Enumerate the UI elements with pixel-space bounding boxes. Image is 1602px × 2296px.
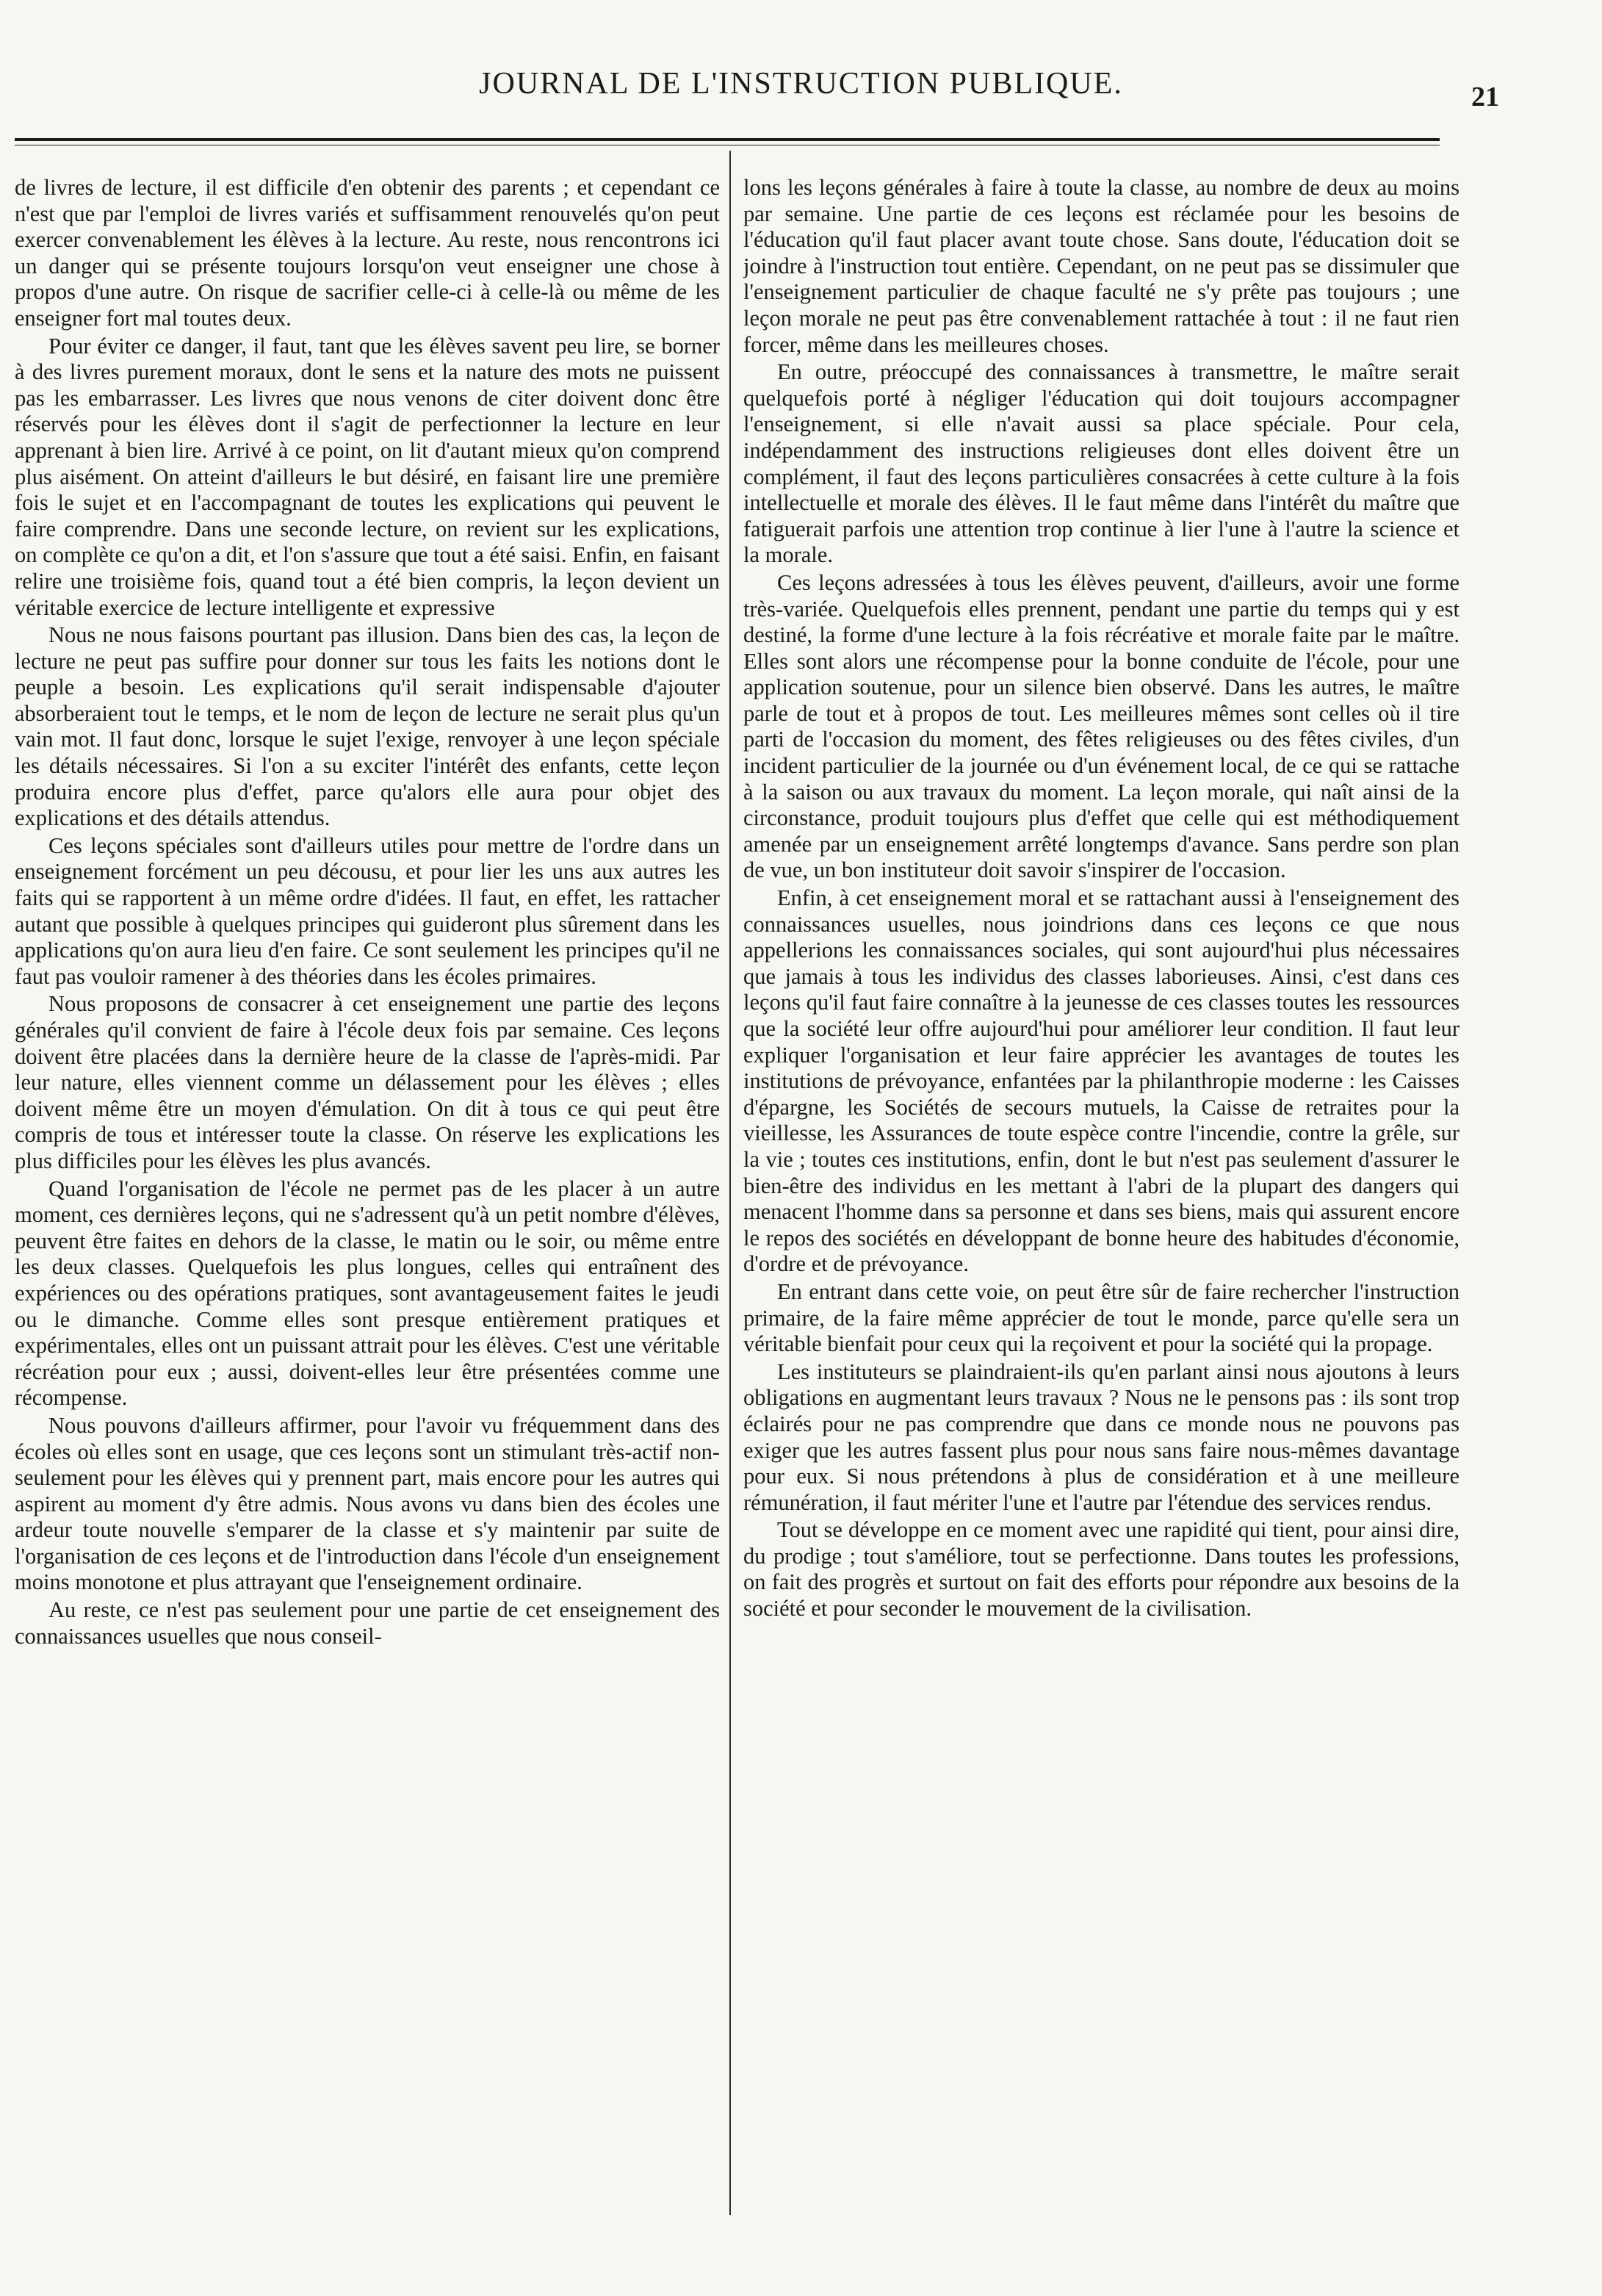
paragraph: lons les leçons générales à faire à toute la classe, au nombre de deux au moins par semaine. Une partie de ces leçons est réclamée pour les besoins de l'éducation qu'il faut placer avant toute chose. Sans doute, l'éducation doit se joindre à l'instruction tout entière. Cependant, on ne peut pas se dissimuler que l'enseignement particulier de chaque faculté ne s'y prête pas toujours ; une leçon morale ne peut pas être convenablement rattachée à tout : il ne faut rien forcer, même dans les meilleures choses. [743, 175, 1460, 357]
paragraph: En entrant dans cette voie, on peut être sûr de faire rechercher l'instruction primaire, de la faire même apprécier de tout le monde, parce qu'elle sera un véritable bienfait pour ceux qui la reçoivent et pour la société qui la propage. [743, 1278, 1460, 1357]
header-rule-thick [15, 138, 1440, 141]
right-column [743, 175, 1460, 2232]
paragraph: de livres de lecture, il est difficile d'en obtenir des parents ; et cependant ce n'est que par l'emploi de livres variés et suffisamment renouvelés qu'on peut exercer convenablement les élèves à la lecture. Au reste, nous rencontrons ici un danger qui se présente toujours lorsqu'on veut enseigner une chose à propos d'une autre. On risque de sacrifier celle-ci à celle-là ou même de les enseigner fort mal toutes deux. [15, 175, 720, 331]
journal-title: JOURNAL DE L'INSTRUCTION PUBLIQUE. [479, 67, 1123, 101]
paragraph: Nous proposons de consacrer à cet enseignement une partie des leçons générales qu'il convient de faire à l'école deux fois par semaine. Ces leçons doivent être placées dans la dernière heure de la classe de l'après-midi. Par leur nature, elles viennent comme un délassement pour les élèves ; elles doivent même être un moyen d'émulation. On dit à tous ce qui peut être compris de tous et intéresser toute la classe. On réserve les explications les plus difficiles pour les élèves les plus avancés. [15, 991, 720, 1173]
paragraph: Tout se développe en ce moment avec une rapidité qui tient, pour ainsi dire, du prodige ; tout s'améliore, tout se perfectionne. Dans toutes les professions, on fait des progrès et surtout on fait des efforts pour répondre aux besoins de la société et pour seconder le mouvement de la civilisation. [743, 1517, 1460, 1622]
paragraph: Quand l'organisation de l'école ne permet pas de les placer à un autre moment, ces dernières leçons, qui ne s'adressent qu'à un petit nombre d'élèves, peuvent être faites en dehors de la classe, le matin ou le soir, ou même entre les deux classes. Quelquefois les plus longues, celles qui entraînent des expériences ou des opérations pratiques, sont avantageusement faites le jeudi ou le dimanche. Comme elles sont presque entièrement pratiques et expérimentales, elles ont un puissant attrait pour les élèves. C'est une véritable récréation pour eux ; aussi, doivent-elles leur être présentées comme une récompense. [15, 1176, 720, 1411]
paragraph: Nous pouvons d'ailleurs affirmer, pour l'avoir vu fréquemment dans des écoles où elles sont en usage, que ces leçons sont un stimulant très-actif non-seulement pour les élèves qui y prennent part, mais encore pour les autres qui aspirent au moment d'y être admis. Nous avons vu dans bien des écoles une ardeur toute nouvelle s'emparer de la classe et s'y maintenir par suite de l'organisation de ces leçons et de l'introduction dans l'école d'un enseignement moins monotone et plus attrayant que l'enseignement ordinaire. [15, 1412, 720, 1595]
left-column [15, 175, 720, 2232]
page-header [0, 66, 1602, 110]
paragraph: Pour éviter ce danger, il faut, tant que les élèves savent peu lire, se borner à des livres purement moraux, dont le sens et la nature des mots ne puissent pas les embarrasser. Les livres que nous venons de citer doivent donc être réservés pour les élèves dont il s'agit de perfectionner la lecture en leur apprenant à bien lire. Arrivé à ce point, on lit d'autant mieux qu'on comprend plus aisément. On atteint d'ailleurs le but désiré, en faisant lire une première fois le sujet et en l'accompagnant de toutes les explications qui peuvent le faire comprendre. Dans une seconde lecture, on revient sur les explications, on complète ce qu'on a dit, et l'on s'assure que tout a été saisi. Enfin, en faisant relire une troisième fois, quand tout a été bien compris, la leçon devient un véritable exercice de lecture intelligente et expressive [15, 333, 720, 620]
page-number: 21 [1471, 82, 1499, 112]
paragraph: Enfin, à cet enseignement moral et se rattachant aussi à l'enseignement des connaissances usuelles, nous joindrions dans ces leçons ce que nous appellerions les connaissances sociales, qui sont aujourd'hui plus nécessaires que jamais à tous les individus des classes laborieuses. Ainsi, c'est dans ces leçons qu'il faut faire connaître à la jeunesse de ces classes toutes les ressources que la société leur offre aujourd'hui pour améliorer leur condition. Il faut leur expliquer l'organisation et leur faire apprécier les avantages de toutes les institutions de prévoyance, enfantées par la philanthropie moderne : les Caisses d'épargne, les Sociétés de secours mutuels, la Caisse de retraites pour la vieillesse, les Assurances de toute espèce contre l'incendie, contre la grêle, sur la vie ; toutes ces institutions, enfin, dont le but n'est pas seulement d'assurer le bien-être des individus en les mettant à l'abri de la plupart des dangers qui menacent l'homme dans sa personne et dans ses biens, mais qui assurent encore le repos des sociétés en développant de bonne heure des habitudes d'économie, d'ordre et de prévoyance. [743, 885, 1460, 1277]
paragraph: Nous ne nous faisons pourtant pas illusion. Dans bien des cas, la leçon de lecture ne peut pas suffire pour donner sur tous les faits les notions dont le peuple a besoin. Les explications qu'il serait indispensable d'ajouter absorberaient tout le temps, et le nom de leçon de lecture ne serait plus qu'un vain mot. Il faut donc, lorsque le sujet l'exige, renvoyer à une leçon spéciale les détails nécessaires. Si l'on a su exciter l'intérêt des enfants, cette leçon produira encore plus d'effet, parce qu'alors elle aura pour objet des explications et des détails attendus. [15, 622, 720, 831]
paragraph: Les instituteurs se plaindraient-ils qu'en parlant ainsi nous ajoutons à leurs obligations en augmentant leurs travaux ? Nous ne le pensons pas : ils sont trop éclairés pour ne pas comprendre que dans ce monde nous ne pouvons pas exiger que les autres fassent plus pour nous sans faire nous-mêmes davantage pour eux. Si nous prétendons à plus de considération et à une meilleure rémunération, il faut mériter l'une et l'autre par l'étendue des services rendus. [743, 1358, 1460, 1515]
column-divider [729, 151, 731, 2215]
paragraph: En outre, préoccupé des connaissances à transmettre, le maître serait quelquefois porté à négliger l'éducation qui doit toujours accompagner l'enseignement, si elle n'avait aussi sa place spéciale. Pour cela, indépendamment des instructions religieuses dont elles doivent être un complément, il faut des leçons particulières consacrées à cette culture à la fois intellectuelle et morale des élèves. Il le faut même dans l'intérêt du maître que fatiguerait parfois une attention trop continue à lier l'une à l'autre la science et la morale. [743, 359, 1460, 568]
paragraph: Ces leçons spéciales sont d'ailleurs utiles pour mettre de l'ordre dans un enseignement forcément un peu décousu, et pour lier les uns aux autres les faits qui se rapportent à un même ordre d'idées. Il faut, en effet, les rattacher autant que possible à quelques principes qui guideront plus sûrement dans les applications qu'on aura lieu d'en faire. Ce sont seulement les principes qu'il ne faut pas vouloir ramener à des théories dans les écoles primaires. [15, 832, 720, 989]
paragraph: Au reste, ce n'est pas seulement pour une partie de cet enseignement des connaissances usuelles que nous conseil- [15, 1597, 720, 1649]
paragraph: Ces leçons adressées à tous les élèves peuvent, d'ailleurs, avoir une forme très-variée. Quelquefois elles prennent, pendant une partie du temps qui y est destiné, la forme d'une lecture à la fois récréative et morale faite par le maître. Elles sont alors une récompense pour la bonne conduite de l'école, pour une application soutenue, pour un silence bien observé. Dans les autres, le maître parle de tout et à propos de tout. Les meilleures mêmes sont celles où il tire parti de l'occasion du moment, des fêtes religieuses ou des fêtes civiles, d'un incident particulier de la journée ou d'un événement local, de ce qui se rattache à la saison ou aux travaux du moment. La leçon morale, qui naît ainsi de la circonstance, produit toujours plus d'effet que celle qui est méthodiquement amenée par un enseignement arrêté longtemps d'avance. Sans perdre son plan de vue, un bon instituteur doit savoir s'inspirer de l'occasion. [743, 569, 1460, 883]
